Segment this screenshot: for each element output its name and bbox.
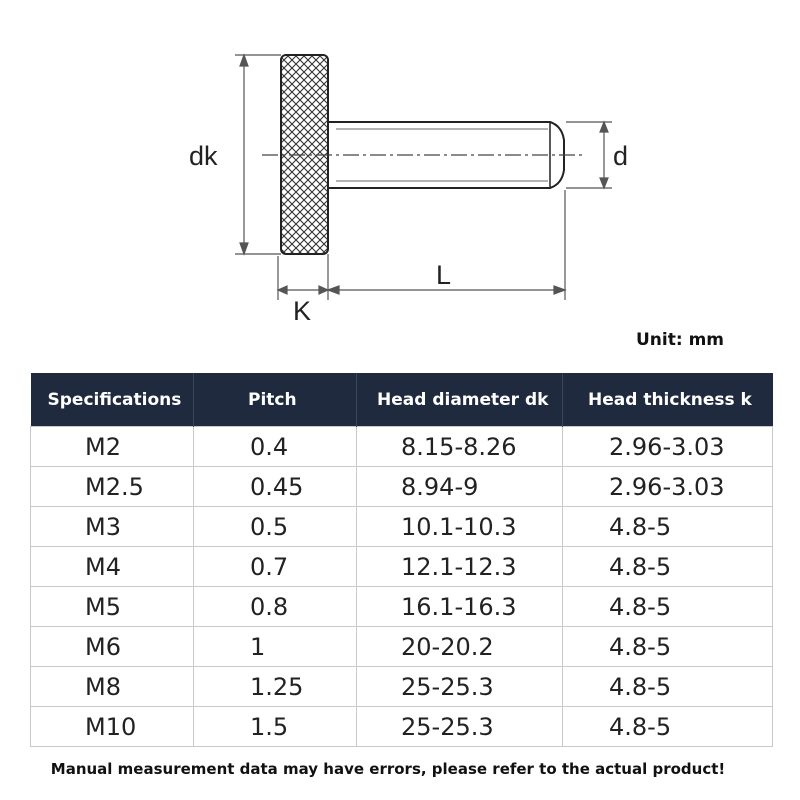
cell-head-thickness: 4.8-5 [563, 587, 773, 627]
table-row [31, 587, 773, 627]
table-header-row [31, 373, 773, 427]
header-head-thickness: Head thickness k [563, 373, 773, 427]
cell-head-thickness: 4.8-5 [563, 547, 773, 587]
table-row [31, 547, 773, 587]
cell-pitch: 0.5 [194, 507, 357, 547]
cell-pitch: 0.7 [194, 547, 357, 587]
cell-spec: M4 [31, 547, 194, 587]
k-label: K [293, 296, 312, 326]
header-pitch: Pitch [194, 373, 357, 427]
cell-pitch: 1.5 [194, 707, 357, 747]
cell-head-diameter: 16.1-16.3 [357, 587, 563, 627]
table-row [31, 467, 773, 507]
cell-head-thickness: 2.96-3.03 [563, 427, 773, 467]
cell-pitch: 1 [194, 627, 357, 667]
table-row [31, 627, 773, 667]
cell-pitch: 1.25 [194, 667, 357, 707]
cell-spec: M8 [31, 667, 194, 707]
header-head-diameter: Head diameter dk [357, 373, 563, 427]
cell-head-thickness: 4.8-5 [563, 627, 773, 667]
cell-head-diameter: 25-25.3 [357, 707, 563, 747]
header-specifications: Specifications [31, 373, 194, 427]
cell-head-diameter: 25-25.3 [357, 667, 563, 707]
cell-spec: M6 [31, 627, 194, 667]
table-row [31, 507, 773, 547]
l-label: L [436, 260, 452, 290]
dk-label: dk [189, 141, 218, 171]
screw-dimension-diagram [0, 0, 800, 330]
cell-head-diameter: 20-20.2 [357, 627, 563, 667]
spec-table [30, 373, 773, 747]
cell-head-thickness: 4.8-5 [563, 507, 773, 547]
cell-head-diameter: 8.94-9 [357, 467, 563, 507]
cell-spec: M3 [31, 507, 194, 547]
cell-spec: M2 [31, 427, 194, 467]
cell-head-thickness: 4.8-5 [563, 667, 773, 707]
cell-head-thickness: 2.96-3.03 [563, 467, 773, 507]
cell-pitch: 0.4 [194, 427, 357, 467]
unit-note: Unit: mm [636, 330, 725, 350]
cell-spec: M2.5 [31, 467, 194, 507]
cell-pitch: 0.45 [194, 467, 357, 507]
disclaimer-note: Manual measurement data may have errors, please refer to the actual product! [50, 760, 726, 778]
cell-head-diameter: 10.1-10.3 [357, 507, 563, 547]
table-row [31, 427, 773, 467]
cell-spec: M10 [31, 707, 194, 747]
cell-head-diameter: 8.15-8.26 [357, 427, 563, 467]
cell-spec: M5 [31, 587, 194, 627]
cell-head-diameter: 12.1-12.3 [357, 547, 563, 587]
table-row [31, 707, 773, 747]
head-thickness-dimension [278, 256, 328, 300]
d-label: d [613, 141, 629, 171]
table-row [31, 667, 773, 707]
cell-pitch: 0.8 [194, 587, 357, 627]
cell-head-thickness: 4.8-5 [563, 707, 773, 747]
